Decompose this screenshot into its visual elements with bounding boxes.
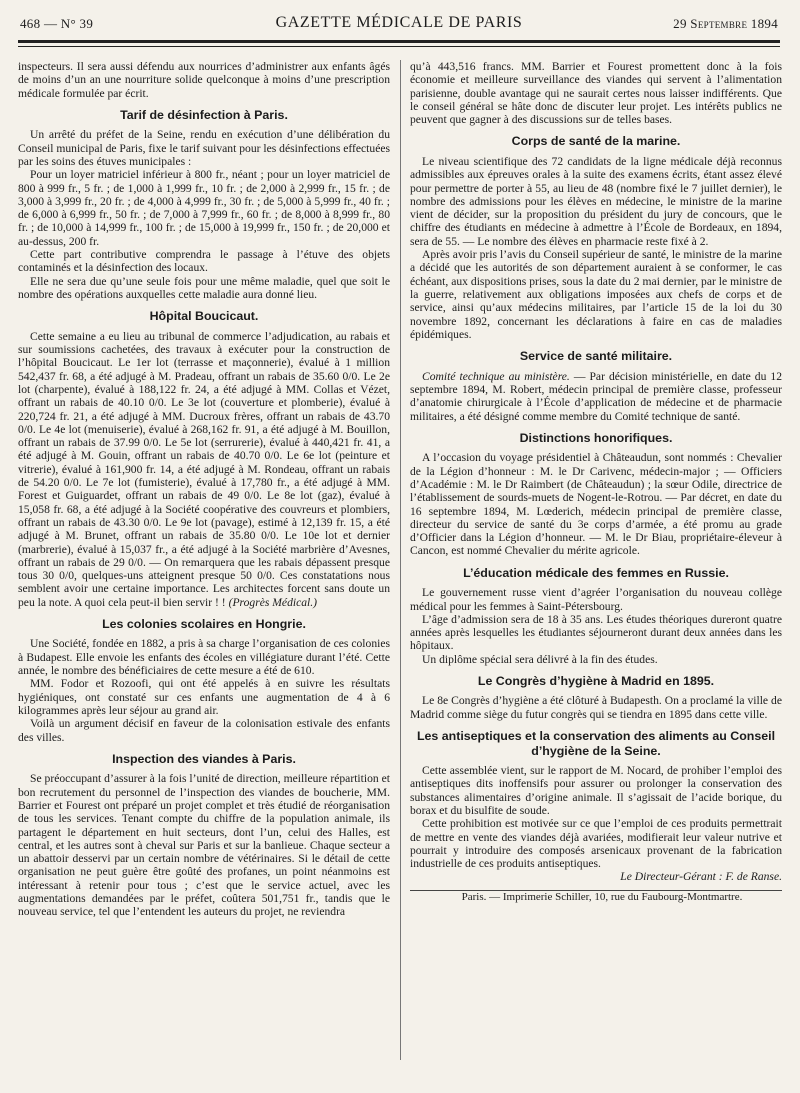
- page-header: [20, 12, 778, 34]
- inspection-paragraph: Se préoccupant d’assurer à la fois l’unité de direction, meilleure répartition et bon recrutement du personnel de l’inspection des viandes de boucherie, MM. Barrier et Fourest ont préparé un projet complet et très étudié de réorganisation de tous les services. Tenant compte du chiffre de la population animale, ils partagent le département en huit secteurs, dont l’un, celui des Halles, est central, et les autres sont à cheval sur Paris et sur la banlieue. Chaque secteur a un abattoir desservi par un certain nombre de vétérinaires. Si le détail de cette organisation ne peut guère être goûté des profanes, un point néanmoins est intéressant à retenir pour tous ; c’est que le service actuel, avec les augmentations demandées par le préfet, coûtera 501,751 fr., tandis que le nouveau service, tel que l’entendent les auteurs du projet, ne reviendra: [18, 772, 390, 919]
- continuation-paragraph: qu’à 443,516 francs. MM. Barrier et Fourest promettent donc à la fois économie et meilleure surveillance des viandes qui servent à l’alimentation parisienne, double avantage qui ne saurait certes nous laisser indifférents. Que le conseil général se hâte donc de discuter leur projet. Les intérêts publics ne peuvent que gagner à des discussions sur de telles bases.: [410, 60, 782, 127]
- russie-paragraph-2: L’âge d’admission sera de 18 à 35 ans. Les études théoriques dureront quatre années après lesquelles les étudiantes séjourneront durant deux années dans les hôpitaux.: [410, 612, 782, 653]
- right-column: [410, 60, 782, 904]
- tarif-paragraph-2: Pour un loyer matriciel inférieur à 800 fr., néant ; pour un loyer matriciel de 800 à 999 fr., 5 fr. ; de 1,000 à 1,999 fr., 10 fr. ; de 2,000 à 2,999 fr., 15 fr. ; de 3,000 à 3,999 fr., 20 fr. ; de 4,000 à 4,999 fr., 30 fr. ; de 5,000 à 5,999 fr., 40 fr. ; de 6,000 à 6,999 fr., 50 fr. ; de 7,000 à 7,999 fr., 60 fr. ; de 8,000 à 8,999 fr., 80 fr. ; de 10,000 à 14,999 fr., 100 fr. ; de 15,000 à 19,999 fr., 150 fr. ; de 20,000 et au-dessus, 200 fr.: [18, 168, 390, 248]
- heading-hopital: Hôpital Boucicaut.: [149, 309, 259, 324]
- column-divider: [400, 60, 401, 1060]
- heading-antiseptiques: Les antiseptiques et la conservation des aliments au Conseil d’hygiène de la Seine.: [416, 729, 776, 758]
- russie-paragraph-1: Le gouvernement russe vient d’agréer l’organisation du nouveau collège médical pour les femmes à Saint-Pétersbourg.: [410, 586, 782, 613]
- issue-date: 29 Septembre 1894: [673, 16, 778, 31]
- marine-paragraph-1: Le niveau scientifique des 72 candidats de la ligne médicale déjà reconnus admissibles aux épreuves orales à la suite des examens écrits, étant assez élevé pour permettre de porter à 55, au lieu de 48 (nombre fixé le 7 juillet dernier), le nombre des admissions pour les élèves en médecine, le ministre de la marine vient de décider, sur la proposition du président du jury de concours, que le chiffre des étudiants en médecine à admettre à l’École de Bordeaux, en 1894, sera de 55. — Le nombre des élèves en pharmacie reste fixé à 2.: [410, 154, 782, 248]
- distinctions-paragraph: A l’occasion du voyage présidentiel à Châteaudun, sont nommés : Chevalier de la Légion d’honneur : M. le Dr Carivenc, médecin-major ; — Officiers d’Académie : M. le Dr Raimbert (de Châteaudun) ; la sœur Odile, directrice de l’établissement de sourds-muets de Nogent-le-Rotrou. — Par décret, en date du 16 septembre 1894, M. Lœderich, médecin principal de première classe, directeur du service de santé du 3e corps d’armée, a été promu au grade d’Officier dans la Légion d’honneur. — M. le Dr Biau, propriétaire-éleveur à Cancon, est nommé Chevalier du mérite agricole.: [410, 451, 782, 558]
- director-signature: Le Directeur-Gérant : F. de Ranse.: [620, 870, 782, 884]
- page-number: 468 — N° 39: [20, 16, 94, 31]
- colonies-paragraph-2: MM. Fodor et Rozoofi, qui ont été appelés à en suivre les résultats hygiéniques, ont constaté sur ces enfants une augmentation de 4 à 6 kilogrammes après leur séjour au grand air.: [18, 677, 390, 717]
- header-rule-thin: [18, 46, 780, 47]
- heading-distinctions: Distinctions honorifiques.: [519, 430, 673, 445]
- marine-paragraph-2: Après avoir pris l’avis du Conseil supérieur de santé, le ministre de la marine a décidé que les autorités de son département auraient à se conformer, le cas échéant, aux dispositions prises, sous la date du 2 mai dernier, par le ministre de la guerre, relativement aux obligations imposées aux chefs de corps et de service, ainsi qu’aux médecins militaires, par l’article 15 de la loi du 30 novembre 1892, concernant les déclarations à faire en cas de maladies épidémiques.: [410, 248, 782, 341]
- militaire-lead: Comité technique au ministère.: [422, 369, 570, 383]
- madrid-paragraph: Le 8e Congrès d’hygiène a été clôturé à Budapesth. On a proclamé la ville de Madrid comme siège du futur congrès qui se tiendra en 1895 dans cette ville.: [410, 694, 782, 721]
- militaire-text: — Par décision ministérielle, en date du 12 septembre 1894, M. Robert, médecin principal de première classe, professeur d’anatomie chirurgicale à l’École d’application de médecine et de pharmacie militaires, a été désigné comme membre du Comité technique de santé.: [410, 369, 782, 423]
- header-rule-thick: [18, 40, 780, 43]
- hopital-paragraph: [18, 330, 390, 609]
- printer-imprint: Paris. — Imprimerie Schiller, 10, rue du Faubourg-Montmartre.: [461, 890, 743, 903]
- hopital-text: Cette semaine a eu lieu au tribunal de commerce l’adjudication, au rabais et sur soumissions cachetées, des travaux à exécuter pour la construction de l’hôpital Boucicaut. Le 1er lot (terrasse et maçonnerie), évalué à 1 million 542,437 fr. 68, a été adjugé à M. Pradeau, offrant un rabais de 35.60 0/0. Le 2e lot (charpente), évalué à 188,122 fr. 24, a été adjugé à MM. Collas et Vézet, offrant un rabais de 40.10 0/0. Le 3e lot (couverture et plomberie), évalué à 220,724 fr. 21, a été adjugé à MM. Ducroux frères, offrant un rabais de 43.70 0/0. Le 4e lot (menuiserie), évalué à 268,162 fr. 91, a été adjugé à M. Bouillon, offrant un rabais de 37.99 0/0. Le 5e lot (serrurerie), évalué à 440,421 fr. 41, a été adjugé à M. Gouin, offrant un rabais de 40.70 0/0. Le 6e lot (peinture et vitrerie), évalué à 161,900 fr. 14, a été adjugé à M. Rondeau, offrant un rabais de 54.20 0/0. Le 7e lot (fumisterie), évalué à 17,780 fr., a été adjugé à MM. Forest et Guiguardet, offrant un rabais de 49 0/0. Le 8e lot (gaz), évalué à 15,058 fr. 68, a été adjugé à la Société coopérative des couvreurs et plombiers, offrant un rabais de 43.30 0/0. Le 9e lot (pavage), estimé à 12,139 fr. 15, a été adjugé à M. Brunet, offrant un rabais de 35.80 0/0. Le 10e lot et dernier (marbrerie), évalué à 15,037 fr., a été adjugé à la Société marbrière d’Avesnes, offrant un rabais de 29 0/0. — On remarquera que les rabais dépassent presque tous 30 0/0, quelques-uns atteignent presque 50 0/0. Ces constatations nous semblent avoir une certaine importance. Les architectes forcent sans doute un peu la note. A quoi cela peut-il bien servir ! !: [18, 329, 390, 609]
- antiseptiques-paragraph-2: Cette prohibition est motivée sur ce que l’emploi de ces produits permettrait de mettre en vente des viandes déjà avariées, modifierait leur valeur nutrive et pourrait y introduire des composés arsenicaux provenant de la fabrication industrielle de ces produits antiseptiques.: [410, 817, 782, 871]
- tarif-paragraph-1: Un arrêté du préfet de la Seine, rendu en exécution d’une délibération du Conseil municipal de Paris, fixe le tarif suivant pour les désinfections effectuées par les soins des étuves municipales :: [18, 128, 390, 168]
- heading-inspection: Inspection des viandes à Paris.: [112, 751, 296, 766]
- heading-russie: L’éducation médicale des femmes en Russie.: [463, 565, 729, 580]
- journal-title: GAZETTE MÉDICALE DE PARIS: [275, 14, 523, 31]
- heading-militaire: Service de santé militaire.: [519, 349, 673, 364]
- heading-marine: Corps de santé de la marine.: [511, 134, 681, 149]
- intro-paragraph: inspecteurs. Il sera aussi défendu aux nourrices d’administrer aux enfants âgés de moins d’un an une nourriture solide quelconque à moins d’une prescription médicale formulée par écrit.: [18, 60, 390, 100]
- colonies-paragraph-1: Une Société, fondée en 1882, a pris à sa charge l’organisation de ces colonies à Budapest. Elle envoie les enfants des écoles en villégiature durant l’été. Cette année, le nombre des bénéficiaires de cette mesure a été de 610.: [18, 637, 390, 678]
- militaire-paragraph: [410, 370, 782, 423]
- left-column: [18, 60, 390, 919]
- antiseptiques-paragraph-1: Cette assemblée vient, sur le rapport de M. Nocard, de prohiber l’emploi des antiseptiques dits inoffensifs pour assurer ou prolonger la conservation des substances alimentaires d’origine animale. Il s’agissait de l’acide borique, du borax et du bisulfite de soude.: [410, 764, 782, 817]
- tarif-paragraph-4: Elle ne sera due qu’une seule fois pour une même maladie, quel que soit le nombre des opérations auxquelles cette maladie aura donné lieu.: [18, 274, 390, 301]
- colonies-paragraph-3: Voilà un argument décisif en faveur de la colonisation estivale des enfants des villes.: [18, 717, 390, 744]
- russie-paragraph-3: Un diplôme spécial sera délivré à la fin des études.: [422, 652, 658, 666]
- heading-tarif: Tarif de désinfection à Paris.: [120, 107, 288, 122]
- heading-colonies: Les colonies scolaires en Hongrie.: [102, 616, 306, 631]
- heading-madrid: Le Congrès d’hygiène à Madrid en 1895.: [477, 673, 715, 688]
- hopital-source: (Progrès Médical.): [228, 595, 318, 609]
- tarif-paragraph-3: Cette part contributive comprendra le passage à l’étuve des objets contaminés et la désinfection des locaux.: [18, 248, 390, 275]
